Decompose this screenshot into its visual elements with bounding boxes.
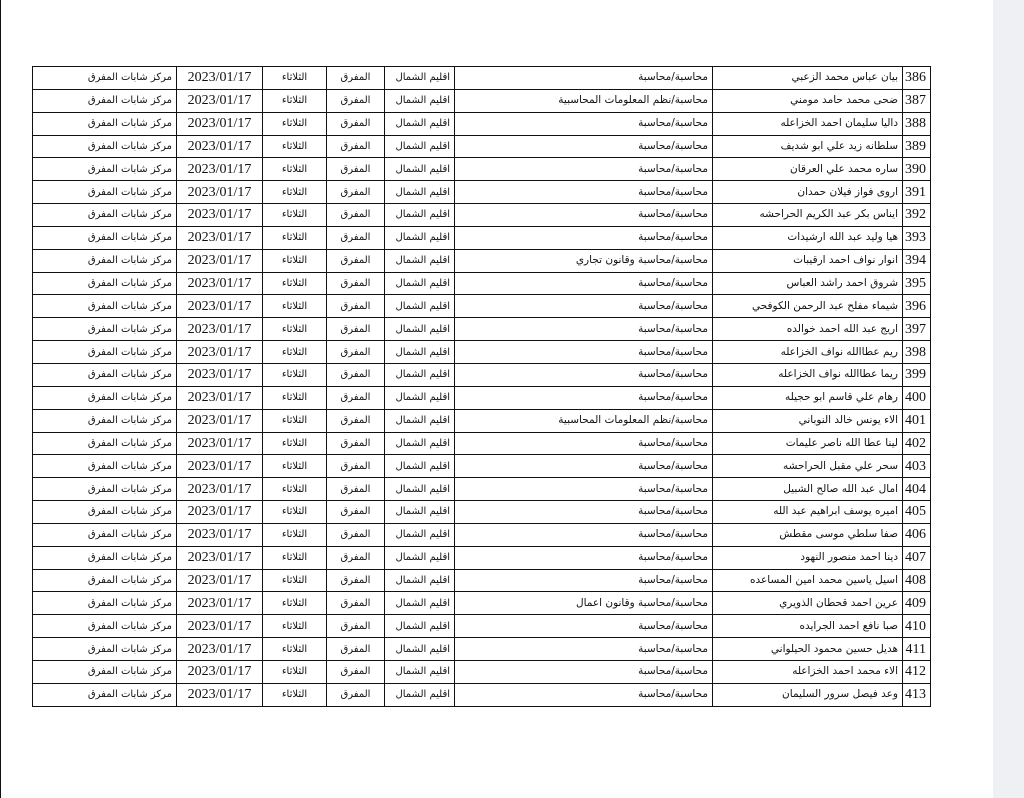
row-number-cell: 403 bbox=[903, 455, 931, 478]
exam-center-cell: مركز شابات المفرق bbox=[33, 432, 177, 455]
city-cell: المفرق bbox=[327, 158, 385, 181]
exam-date-cell: 2023/01/17 bbox=[177, 660, 263, 683]
exam-center-cell: مركز شابات المفرق bbox=[33, 592, 177, 615]
exam-date-cell: 2023/01/17 bbox=[177, 569, 263, 592]
exam-center-cell: مركز شابات المفرق bbox=[33, 455, 177, 478]
major-cell: محاسبة/محاسبة bbox=[455, 226, 713, 249]
region-cell: اقليم الشمال bbox=[385, 318, 455, 341]
exam-day-cell: الثلاثاء bbox=[263, 569, 327, 592]
city-cell: المفرق bbox=[327, 592, 385, 615]
exam-date-cell: 2023/01/17 bbox=[177, 409, 263, 432]
table-row bbox=[33, 592, 931, 615]
major-cell: محاسبة/محاسبة وقانون تجاري bbox=[455, 249, 713, 272]
student-name-cell: بيان عباس محمد الزعبي bbox=[713, 67, 903, 90]
city-cell: المفرق bbox=[327, 226, 385, 249]
exam-date-cell: 2023/01/17 bbox=[177, 204, 263, 227]
major-cell: محاسبة/محاسبة bbox=[455, 432, 713, 455]
exam-date-cell: 2023/01/17 bbox=[177, 592, 263, 615]
region-cell: اقليم الشمال bbox=[385, 135, 455, 158]
table-body bbox=[33, 67, 931, 707]
student-name-cell: الاء محمد احمد الخزاعله bbox=[713, 660, 903, 683]
exam-center-cell: مركز شابات المفرق bbox=[33, 318, 177, 341]
exam-day-cell: الثلاثاء bbox=[263, 226, 327, 249]
table-row bbox=[33, 363, 931, 386]
region-cell: اقليم الشمال bbox=[385, 386, 455, 409]
student-name-cell: اسيل ياسين محمد امين المساعده bbox=[713, 569, 903, 592]
exam-center-cell: مركز شابات المفرق bbox=[33, 89, 177, 112]
city-cell: المفرق bbox=[327, 112, 385, 135]
major-cell: محاسبة/محاسبة bbox=[455, 660, 713, 683]
student-name-cell: شروق احمد راشد العباس bbox=[713, 272, 903, 295]
table-row bbox=[33, 569, 931, 592]
exam-date-cell: 2023/01/17 bbox=[177, 523, 263, 546]
row-number-cell: 394 bbox=[903, 249, 931, 272]
city-cell: المفرق bbox=[327, 478, 385, 501]
row-number-cell: 392 bbox=[903, 204, 931, 227]
table-row bbox=[33, 249, 931, 272]
major-cell: محاسبة/محاسبة bbox=[455, 386, 713, 409]
city-cell: المفرق bbox=[327, 409, 385, 432]
exam-center-cell: مركز شابات المفرق bbox=[33, 341, 177, 364]
row-number-cell: 402 bbox=[903, 432, 931, 455]
table-row bbox=[33, 478, 931, 501]
exam-date-cell: 2023/01/17 bbox=[177, 135, 263, 158]
city-cell: المفرق bbox=[327, 615, 385, 638]
exam-center-cell: مركز شابات المفرق bbox=[33, 478, 177, 501]
row-number-cell: 406 bbox=[903, 523, 931, 546]
exam-date-cell: 2023/01/17 bbox=[177, 432, 263, 455]
city-cell: المفرق bbox=[327, 523, 385, 546]
city-cell: المفرق bbox=[327, 272, 385, 295]
row-number-cell: 397 bbox=[903, 318, 931, 341]
exam-center-cell: مركز شابات المفرق bbox=[33, 501, 177, 524]
table-row bbox=[33, 615, 931, 638]
exam-day-cell: الثلاثاء bbox=[263, 478, 327, 501]
major-cell: محاسبة/محاسبة bbox=[455, 158, 713, 181]
student-name-cell: الاء يونس خالد النوباني bbox=[713, 409, 903, 432]
city-cell: المفرق bbox=[327, 249, 385, 272]
table-row bbox=[33, 432, 931, 455]
exam-date-cell: 2023/01/17 bbox=[177, 89, 263, 112]
exam-center-cell: مركز شابات المفرق bbox=[33, 295, 177, 318]
exam-center-cell: مركز شابات المفرق bbox=[33, 523, 177, 546]
row-number-cell: 411 bbox=[903, 638, 931, 661]
exam-center-cell: مركز شابات المفرق bbox=[33, 569, 177, 592]
exam-center-cell: مركز شابات المفرق bbox=[33, 615, 177, 638]
city-cell: المفرق bbox=[327, 135, 385, 158]
exam-center-cell: مركز شابات المفرق bbox=[33, 409, 177, 432]
region-cell: اقليم الشمال bbox=[385, 615, 455, 638]
student-name-cell: هديل حسين محمود الحيلواني bbox=[713, 638, 903, 661]
city-cell: المفرق bbox=[327, 386, 385, 409]
exam-day-cell: الثلاثاء bbox=[263, 432, 327, 455]
exam-center-cell: مركز شابات المفرق bbox=[33, 638, 177, 661]
student-name-cell: سحر علي مقبل الحراحشه bbox=[713, 455, 903, 478]
table-row bbox=[33, 204, 931, 227]
city-cell: المفرق bbox=[327, 638, 385, 661]
city-cell: المفرق bbox=[327, 181, 385, 204]
region-cell: اقليم الشمال bbox=[385, 226, 455, 249]
exam-day-cell: الثلاثاء bbox=[263, 363, 327, 386]
region-cell: اقليم الشمال bbox=[385, 683, 455, 706]
student-name-cell: ضحى محمد حامد مومني bbox=[713, 89, 903, 112]
exam-center-cell: مركز شابات المفرق bbox=[33, 204, 177, 227]
major-cell: محاسبة/محاسبة bbox=[455, 135, 713, 158]
table-row bbox=[33, 546, 931, 569]
row-number-cell: 396 bbox=[903, 295, 931, 318]
exam-center-cell: مركز شابات المفرق bbox=[33, 683, 177, 706]
city-cell: المفرق bbox=[327, 318, 385, 341]
student-name-cell: اروى فواز فيلان حمدان bbox=[713, 181, 903, 204]
exam-day-cell: الثلاثاء bbox=[263, 660, 327, 683]
table-row bbox=[33, 89, 931, 112]
exam-date-cell: 2023/01/17 bbox=[177, 295, 263, 318]
row-number-cell: 395 bbox=[903, 272, 931, 295]
region-cell: اقليم الشمال bbox=[385, 341, 455, 364]
exam-day-cell: الثلاثاء bbox=[263, 272, 327, 295]
table-row bbox=[33, 386, 931, 409]
row-number-cell: 407 bbox=[903, 546, 931, 569]
student-name-cell: ساره محمد علي العرقان bbox=[713, 158, 903, 181]
exam-date-cell: 2023/01/17 bbox=[177, 226, 263, 249]
row-number-cell: 409 bbox=[903, 592, 931, 615]
exam-day-cell: الثلاثاء bbox=[263, 683, 327, 706]
row-number-cell: 413 bbox=[903, 683, 931, 706]
exam-center-cell: مركز شابات المفرق bbox=[33, 363, 177, 386]
city-cell: المفرق bbox=[327, 569, 385, 592]
exam-date-cell: 2023/01/17 bbox=[177, 363, 263, 386]
exam-date-cell: 2023/01/17 bbox=[177, 67, 263, 90]
student-name-cell: اريج عبد الله احمد خوالده bbox=[713, 318, 903, 341]
row-number-cell: 412 bbox=[903, 660, 931, 683]
region-cell: اقليم الشمال bbox=[385, 569, 455, 592]
city-cell: المفرق bbox=[327, 660, 385, 683]
exam-day-cell: الثلاثاء bbox=[263, 135, 327, 158]
major-cell: محاسبة/محاسبة bbox=[455, 363, 713, 386]
student-name-cell: عرين احمد قحطان الذويري bbox=[713, 592, 903, 615]
city-cell: المفرق bbox=[327, 501, 385, 524]
student-name-cell: سلطانه زيد علي ابو شديف bbox=[713, 135, 903, 158]
row-number-cell: 410 bbox=[903, 615, 931, 638]
table-row bbox=[33, 295, 931, 318]
exam-date-cell: 2023/01/17 bbox=[177, 501, 263, 524]
row-number-cell: 390 bbox=[903, 158, 931, 181]
exam-day-cell: الثلاثاء bbox=[263, 592, 327, 615]
major-cell: محاسبة/محاسبة bbox=[455, 615, 713, 638]
exam-date-cell: 2023/01/17 bbox=[177, 546, 263, 569]
applicants-table bbox=[32, 66, 931, 707]
exam-date-cell: 2023/01/17 bbox=[177, 249, 263, 272]
exam-center-cell: مركز شابات المفرق bbox=[33, 158, 177, 181]
major-cell: محاسبة/محاسبة bbox=[455, 204, 713, 227]
major-cell: محاسبة/محاسبة bbox=[455, 295, 713, 318]
region-cell: اقليم الشمال bbox=[385, 501, 455, 524]
table-row bbox=[33, 523, 931, 546]
row-number-cell: 398 bbox=[903, 341, 931, 364]
student-name-cell: ايناس بكر عبد الكريم الحراحشه bbox=[713, 204, 903, 227]
major-cell: محاسبة/محاسبة bbox=[455, 638, 713, 661]
row-number-cell: 393 bbox=[903, 226, 931, 249]
table-row bbox=[33, 181, 931, 204]
city-cell: المفرق bbox=[327, 363, 385, 386]
student-name-cell: اميره يوسف ابراهيم عبد الله bbox=[713, 501, 903, 524]
table-row bbox=[33, 341, 931, 364]
table-row bbox=[33, 272, 931, 295]
student-name-cell: ريم عطاالله نواف الخزاعله bbox=[713, 341, 903, 364]
table-row bbox=[33, 112, 931, 135]
student-name-cell: صبا نافع احمد الجرايده bbox=[713, 615, 903, 638]
exam-day-cell: الثلاثاء bbox=[263, 249, 327, 272]
table-row bbox=[33, 67, 931, 90]
major-cell: محاسبة/محاسبة bbox=[455, 455, 713, 478]
student-name-cell: داليا سليمان احمد الخزاعله bbox=[713, 112, 903, 135]
row-number-cell: 391 bbox=[903, 181, 931, 204]
row-number-cell: 405 bbox=[903, 501, 931, 524]
region-cell: اقليم الشمال bbox=[385, 181, 455, 204]
region-cell: اقليم الشمال bbox=[385, 249, 455, 272]
table-row bbox=[33, 409, 931, 432]
city-cell: المفرق bbox=[327, 546, 385, 569]
exam-center-cell: مركز شابات المفرق bbox=[33, 272, 177, 295]
major-cell: محاسبة/محاسبة وقانون اعمال bbox=[455, 592, 713, 615]
exam-day-cell: الثلاثاء bbox=[263, 158, 327, 181]
row-number-cell: 408 bbox=[903, 569, 931, 592]
table-row bbox=[33, 226, 931, 249]
table-row bbox=[33, 158, 931, 181]
city-cell: المفرق bbox=[327, 67, 385, 90]
exam-date-cell: 2023/01/17 bbox=[177, 615, 263, 638]
exam-day-cell: الثلاثاء bbox=[263, 112, 327, 135]
major-cell: محاسبة/محاسبة bbox=[455, 67, 713, 90]
exam-center-cell: مركز شابات المفرق bbox=[33, 249, 177, 272]
region-cell: اقليم الشمال bbox=[385, 112, 455, 135]
exam-day-cell: الثلاثاء bbox=[263, 501, 327, 524]
city-cell: المفرق bbox=[327, 89, 385, 112]
exam-date-cell: 2023/01/17 bbox=[177, 181, 263, 204]
exam-center-cell: مركز شابات المفرق bbox=[33, 112, 177, 135]
region-cell: اقليم الشمال bbox=[385, 89, 455, 112]
student-name-cell: لينا عطا الله ناصر عليمات bbox=[713, 432, 903, 455]
student-name-cell: صفا سلطي موسى مقطش bbox=[713, 523, 903, 546]
row-number-cell: 386 bbox=[903, 67, 931, 90]
region-cell: اقليم الشمال bbox=[385, 409, 455, 432]
exam-day-cell: الثلاثاء bbox=[263, 89, 327, 112]
exam-center-cell: مركز شابات المفرق bbox=[33, 226, 177, 249]
student-name-cell: وعد فيصل سرور السليمان bbox=[713, 683, 903, 706]
exam-day-cell: الثلاثاء bbox=[263, 295, 327, 318]
exam-day-cell: الثلاثاء bbox=[263, 318, 327, 341]
major-cell: محاسبة/محاسبة bbox=[455, 569, 713, 592]
row-number-cell: 389 bbox=[903, 135, 931, 158]
major-cell: محاسبة/نظم المعلومات المحاسبية bbox=[455, 89, 713, 112]
row-number-cell: 400 bbox=[903, 386, 931, 409]
region-cell: اقليم الشمال bbox=[385, 295, 455, 318]
major-cell: محاسبة/محاسبة bbox=[455, 523, 713, 546]
exam-day-cell: الثلاثاء bbox=[263, 546, 327, 569]
region-cell: اقليم الشمال bbox=[385, 158, 455, 181]
exam-center-cell: مركز شابات المفرق bbox=[33, 135, 177, 158]
region-cell: اقليم الشمال bbox=[385, 204, 455, 227]
major-cell: محاسبة/محاسبة bbox=[455, 272, 713, 295]
major-cell: محاسبة/محاسبة bbox=[455, 181, 713, 204]
exam-center-cell: مركز شابات المفرق bbox=[33, 67, 177, 90]
exam-day-cell: الثلاثاء bbox=[263, 341, 327, 364]
row-number-cell: 388 bbox=[903, 112, 931, 135]
exam-center-cell: مركز شابات المفرق bbox=[33, 386, 177, 409]
major-cell: محاسبة/محاسبة bbox=[455, 112, 713, 135]
city-cell: المفرق bbox=[327, 455, 385, 478]
row-number-cell: 404 bbox=[903, 478, 931, 501]
table-row bbox=[33, 501, 931, 524]
region-cell: اقليم الشمال bbox=[385, 67, 455, 90]
exam-date-cell: 2023/01/17 bbox=[177, 318, 263, 341]
table-row bbox=[33, 638, 931, 661]
row-number-cell: 387 bbox=[903, 89, 931, 112]
major-cell: محاسبة/محاسبة bbox=[455, 478, 713, 501]
city-cell: المفرق bbox=[327, 341, 385, 364]
region-cell: اقليم الشمال bbox=[385, 523, 455, 546]
exam-center-cell: مركز شابات المفرق bbox=[33, 181, 177, 204]
major-cell: محاسبة/محاسبة bbox=[455, 546, 713, 569]
exam-day-cell: الثلاثاء bbox=[263, 409, 327, 432]
exam-center-cell: مركز شابات المفرق bbox=[33, 546, 177, 569]
table-row bbox=[33, 135, 931, 158]
student-name-cell: دينا احمد منصور النهود bbox=[713, 546, 903, 569]
table-row bbox=[33, 660, 931, 683]
city-cell: المفرق bbox=[327, 683, 385, 706]
region-cell: اقليم الشمال bbox=[385, 478, 455, 501]
student-name-cell: امال عبد الله صالح الشبيل bbox=[713, 478, 903, 501]
exam-day-cell: الثلاثاء bbox=[263, 181, 327, 204]
region-cell: اقليم الشمال bbox=[385, 272, 455, 295]
exam-date-cell: 2023/01/17 bbox=[177, 683, 263, 706]
exam-date-cell: 2023/01/17 bbox=[177, 112, 263, 135]
exam-date-cell: 2023/01/17 bbox=[177, 638, 263, 661]
exam-day-cell: الثلاثاء bbox=[263, 204, 327, 227]
student-name-cell: انوار نواف احمد ارقيبات bbox=[713, 249, 903, 272]
student-name-cell: ريما عطاالله نواف الخزاعله bbox=[713, 363, 903, 386]
major-cell: محاسبة/محاسبة bbox=[455, 341, 713, 364]
table-row bbox=[33, 455, 931, 478]
region-cell: اقليم الشمال bbox=[385, 592, 455, 615]
exam-date-cell: 2023/01/17 bbox=[177, 386, 263, 409]
document-page bbox=[1, 0, 993, 798]
exam-date-cell: 2023/01/17 bbox=[177, 272, 263, 295]
city-cell: المفرق bbox=[327, 295, 385, 318]
exam-day-cell: الثلاثاء bbox=[263, 386, 327, 409]
exam-day-cell: الثلاثاء bbox=[263, 523, 327, 546]
major-cell: محاسبة/نظم المعلومات المحاسبية bbox=[455, 409, 713, 432]
row-number-cell: 401 bbox=[903, 409, 931, 432]
student-name-cell: هيا وليد عبد الله ارشيدات bbox=[713, 226, 903, 249]
city-cell: المفرق bbox=[327, 204, 385, 227]
major-cell: محاسبة/محاسبة bbox=[455, 318, 713, 341]
region-cell: اقليم الشمال bbox=[385, 660, 455, 683]
table-row bbox=[33, 318, 931, 341]
exam-day-cell: الثلاثاء bbox=[263, 455, 327, 478]
exam-date-cell: 2023/01/17 bbox=[177, 341, 263, 364]
exam-day-cell: الثلاثاء bbox=[263, 67, 327, 90]
student-name-cell: رهام علي قاسم ابو حجيله bbox=[713, 386, 903, 409]
major-cell: محاسبة/محاسبة bbox=[455, 683, 713, 706]
region-cell: اقليم الشمال bbox=[385, 638, 455, 661]
exam-day-cell: الثلاثاء bbox=[263, 638, 327, 661]
region-cell: اقليم الشمال bbox=[385, 455, 455, 478]
major-cell: محاسبة/محاسبة bbox=[455, 501, 713, 524]
exam-center-cell: مركز شابات المفرق bbox=[33, 660, 177, 683]
exam-day-cell: الثلاثاء bbox=[263, 615, 327, 638]
region-cell: اقليم الشمال bbox=[385, 432, 455, 455]
region-cell: اقليم الشمال bbox=[385, 363, 455, 386]
exam-date-cell: 2023/01/17 bbox=[177, 158, 263, 181]
student-name-cell: شيماء مفلح عبد الرحمن الكوفحي bbox=[713, 295, 903, 318]
table-row bbox=[33, 683, 931, 706]
exam-date-cell: 2023/01/17 bbox=[177, 478, 263, 501]
exam-date-cell: 2023/01/17 bbox=[177, 455, 263, 478]
row-number-cell: 399 bbox=[903, 363, 931, 386]
region-cell: اقليم الشمال bbox=[385, 546, 455, 569]
city-cell: المفرق bbox=[327, 432, 385, 455]
viewer-scroll-gutter[interactable] bbox=[993, 0, 1024, 798]
